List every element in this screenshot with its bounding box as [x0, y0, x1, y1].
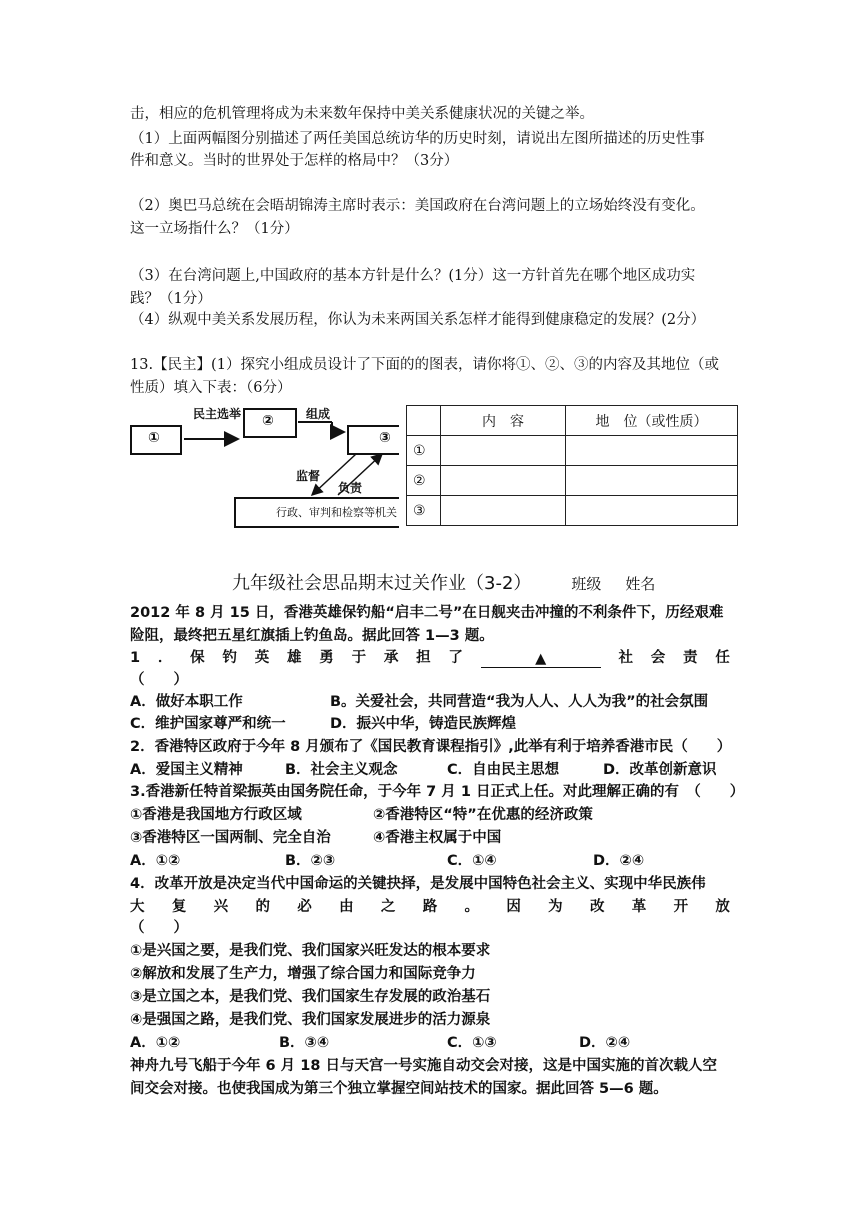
row-marker: ①: [407, 436, 441, 466]
option-b[interactable]: B．③④: [279, 1035, 330, 1051]
text-line: （4）纵观中美关系发展历程，你认为未来两国关系怎样才能得到健康稳定的发展？(2分）: [130, 312, 706, 328]
q3-statements-row1: [130, 805, 593, 825]
class-label: 班级: [571, 575, 602, 593]
stem-char: 于: [351, 650, 367, 666]
stem-char: 的: [255, 899, 270, 915]
stem-char: 了: [448, 650, 463, 666]
table-header-cell: 内 容: [441, 406, 566, 436]
option-a[interactable]: A．做好本职工作: [130, 694, 243, 710]
q2-options: [130, 760, 717, 780]
answer-blank[interactable]: [481, 651, 601, 668]
q2-stem: 2．香港特区政府于今年 8 月颁布了《国民教育课程指引》,此举有利于培养香港市民（ ）: [130, 739, 732, 755]
content-cell[interactable]: [441, 466, 566, 496]
stem-char: 英: [254, 650, 270, 666]
blank-triangle-mark: ▲: [535, 651, 547, 667]
q3-options: [130, 851, 644, 871]
text-line: 践？（1分）: [130, 291, 212, 307]
intro-line: 间交会对接。也使我国成为第三个独立掌握空间站技术的国家。据此回答 5—6 题。: [130, 1081, 668, 1097]
stem-char: 必: [297, 899, 312, 915]
title-main: 九年级社会思品期末过关作业（3-2）: [232, 573, 532, 594]
intro-line: 2012 年 8 月 15 日，香港英雄保钓船“启丰二号”在日舰夹击冲撞的不利条件下，历经艰难: [130, 605, 724, 621]
q4-stem-line2: [130, 897, 730, 917]
stem-char: 1: [130, 650, 141, 666]
intro-line: 险阻，最终把五星红旗插上钓鱼岛。据此回答 1—3 题。: [130, 628, 494, 644]
statement-3: ③香港特区一国两制、完全自治: [130, 830, 331, 846]
box-3-label: ③: [379, 430, 391, 446]
stem-char: 改: [589, 899, 605, 915]
stem-char: 。: [464, 899, 479, 915]
text-line: 性质）填入下表：（6分）: [130, 380, 292, 396]
option-a[interactable]: A．爱国主义精神: [130, 762, 243, 778]
option-c[interactable]: C．自由民主思想: [447, 762, 560, 778]
q4-paren: （ ）: [130, 920, 188, 936]
stem-char: 开: [673, 899, 689, 915]
table-header-cell: 地 位（或性质）: [566, 406, 738, 436]
stem-char: 勇: [319, 650, 334, 666]
q3-stem: 3.香港新任特首梁振英由国务院任命，于今年 7 月 1 日正式上任。对此理解正确的有 （ ）: [130, 784, 745, 800]
stem-char: 因: [506, 899, 521, 915]
status-cell[interactable]: [566, 496, 738, 526]
row-marker: ③: [407, 496, 441, 526]
label-democratic-election: 民主选举: [193, 407, 242, 421]
label-responsible: 负责: [338, 481, 363, 495]
table-row: [407, 496, 738, 526]
stem-char: 革: [631, 899, 647, 915]
content-cell[interactable]: [441, 436, 566, 466]
stem-char: 为: [548, 899, 563, 915]
q4-statement-2: ②解放和发展了生产力，增强了综合国力和国际竞争力: [130, 966, 476, 982]
stem-char: 由: [339, 899, 354, 915]
stem-char: 承: [383, 650, 399, 666]
text-line: 击，相应的危机管理将成为未来数年保持中美关系健康状况的关键之举。: [130, 106, 594, 122]
stem-char: 保: [190, 650, 205, 666]
option-c[interactable]: C．维护国家尊严和统一: [130, 716, 286, 732]
q4-statement-3: ③是立国之本，是我们党、我们国家生存发展的政治基石: [130, 989, 491, 1005]
fill-in-table: [406, 405, 738, 526]
label-supervise: 监督: [296, 469, 321, 483]
stem-char: 之: [380, 899, 396, 915]
content-cell[interactable]: [441, 496, 566, 526]
text-line: （2）奥巴马总统在会晤胡锦涛主席时表示：美国政府在台湾问题上的立场始终没有变化。: [130, 198, 705, 214]
option-d[interactable]: D．振兴中华，铸造民族辉煌: [330, 716, 517, 732]
statement-4: ④香港主权属于中国: [373, 830, 502, 846]
stem-char: 雄: [287, 650, 302, 666]
table-header-row: [407, 406, 738, 436]
intro-line: 神舟九号飞船于今年 6 月 18 日与天宫一号实施自动交会对接，这是中国实施的首次载人空: [130, 1058, 717, 1074]
table-row: [407, 466, 738, 496]
option-a[interactable]: A．①②: [130, 853, 181, 869]
q4-statement-4: ④是强国之路，是我们党、我们国家发展进步的活力源泉: [130, 1012, 491, 1028]
stem-char: 放: [715, 899, 730, 915]
text-line: （1）上面两幅图分别描述了两任美国总统访华的历史时刻，请说出左图所描述的历史性事: [130, 131, 705, 147]
text-line: 这一立场指什么？（1分）: [130, 221, 299, 237]
diagram-arrows: [120, 400, 410, 530]
option-b[interactable]: B。关爱社会，共同营造“我为人人、人人为我”的社会氛围: [330, 694, 709, 710]
stem-char: 担: [416, 650, 431, 666]
stem-char: 兴: [213, 899, 229, 915]
label-form: 组成: [306, 407, 331, 421]
row-marker: ②: [407, 466, 441, 496]
page-title: [232, 569, 655, 595]
q4-statement-1: ①是兴国之要，是我们党、我们国家兴旺发达的根本要求: [130, 943, 491, 959]
q1-stem: [130, 648, 730, 668]
option-b[interactable]: B．社会主义观念: [285, 762, 398, 778]
q4-options: [130, 1033, 630, 1053]
q1-paren: （ ）: [130, 672, 188, 688]
q1-options-row1: [130, 692, 708, 712]
stem-char: 任: [715, 650, 730, 666]
statement-2: ②香港特区“特”在优惠的经济政策: [373, 807, 593, 823]
option-d[interactable]: D．改革创新意识: [603, 762, 717, 778]
option-d[interactable]: D．②④: [579, 1035, 631, 1051]
q4-stem-line1: 4．改革开放是决定当代中国命运的关键抉择，是发展中国特色社会主义、实现中华民族伟: [130, 876, 706, 892]
stem-char: 大: [130, 899, 145, 915]
stem-char: 责: [683, 650, 698, 666]
stem-char: 社: [618, 650, 633, 666]
q3-statements-row2: [130, 828, 501, 848]
option-d[interactable]: D．②④: [593, 853, 645, 869]
bottom-box-label: 行政、审判和检察等机关: [276, 506, 397, 519]
q1-options-row2: [130, 714, 516, 734]
table-row: [407, 436, 738, 466]
option-b[interactable]: B．②③: [285, 853, 336, 869]
table-header-cell: [407, 406, 441, 436]
stem-char: ．: [157, 650, 173, 666]
stem-char: 钓: [222, 650, 237, 666]
text-line: 13.【民主】(1）探究小组成员设计了下面的的图表，请你将①、②、③的内容及其地位（或: [130, 357, 719, 373]
text-line: 件和意义。当时的世界处于怎样的格局中？（3分）: [130, 153, 459, 169]
option-c[interactable]: C．①④: [447, 853, 497, 869]
stem-char: 复: [171, 899, 187, 915]
status-cell[interactable]: [566, 466, 738, 496]
box-2-label: ②: [262, 413, 274, 429]
option-c[interactable]: C．①③: [447, 1035, 497, 1051]
text-line: （3）在台湾问题上,中国政府的基本方针是什么？(1分）这一方针首先在哪个地区成功实: [130, 268, 696, 284]
name-label: 姓名: [625, 575, 656, 593]
box-1-label: ①: [148, 430, 160, 446]
stem-char: 会: [650, 650, 666, 666]
option-a[interactable]: A．①②: [130, 1035, 181, 1051]
statement-1: ①香港是我国地方行政区域: [130, 807, 302, 823]
status-cell[interactable]: [566, 436, 738, 466]
stem-char: 路: [422, 899, 438, 915]
